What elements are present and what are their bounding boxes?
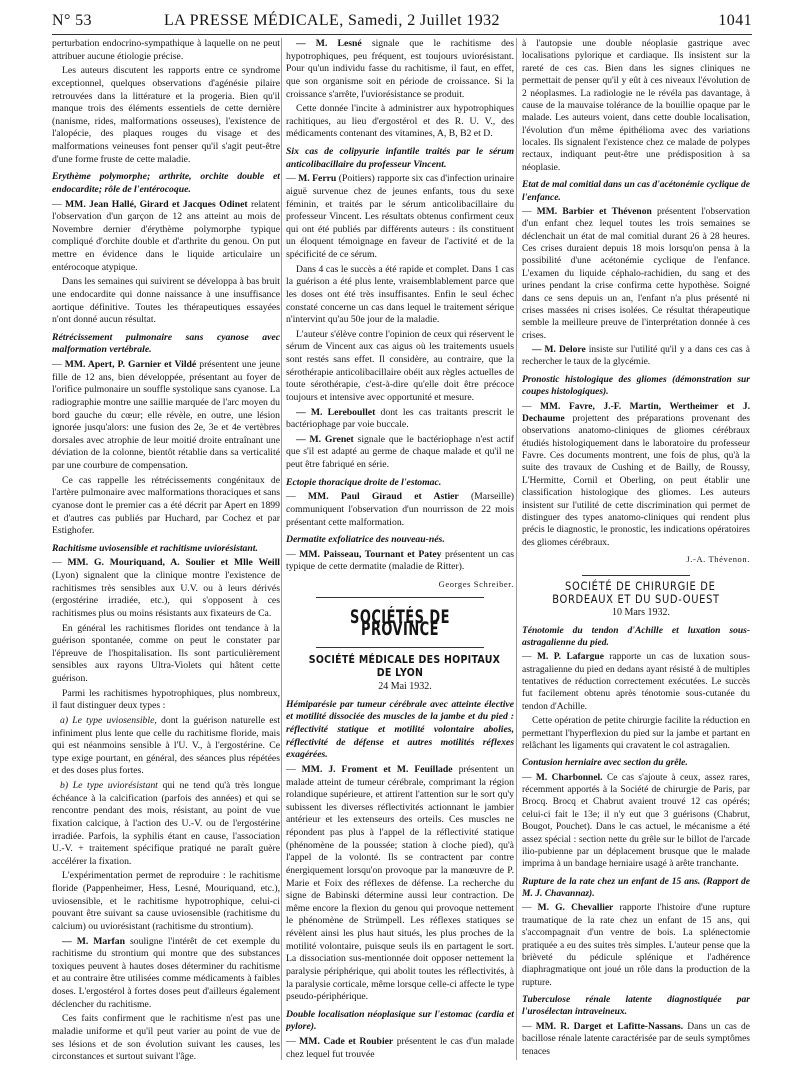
paragraph: à l'autopsie une double néoplasie gastrique avec localisations pylorique et cardiaque. Ils insistent sur la rareté de ces cas. Bien dans les signes cliniques ne permettait de penser qu'il y eût à ces niveaux l'évolution de 2 néoplasmes. La radiologie ne le révéla pas davantage, à cause de la mauvaise tolérance de la bouillie opaque par le malade. Les auteurs voient, dans cette double localisation, l'évolution d'un même épithélioma avec des variations locales. Ils signalent l'existence chez ce malade de polypes rectaux, indiquant peut-être une prédisposition à sa néoplasie. (522, 39, 750, 173)
column-divider (516, 38, 517, 1060)
authors: MM. Jean Hallé, Girard et Jacques Odinet (65, 198, 248, 210)
article-heading: Rupture de la rate chez un enfant de 15 ans. (Rapport de M. J. Chavannaz). (522, 876, 750, 899)
signature: Georges Schreiber. (438, 579, 514, 589)
section-rule (316, 647, 484, 648)
paragraph: — MM. Barbier et Thévenon présentent l'observation d'un enfant chez lequel toutes les trois semaines se déclenchait un état de mal comitial durant 26 à 28 heures. Ces crises duraient depuis 18 mois lorsqu'on pensa à la possibilité d'une acétonémie cyclique de l'enfance. L'examen du liquide céphalo-rachidien, du sang et des urines pendant la crise confirma cette hypothèse. Soigné dans ce sens depuis un an, l'enfant n'a plus présenté ni crises massées ni crises isolées. Ce résultat thérapeutique semble la meilleure preuve de l'interprétation donnée à ces crises. (522, 206, 750, 341)
article-heading: Six cas de colipyurie infantile traités par le sérum anticolibacillaire du professeur Vincent. (286, 146, 514, 170)
article-heading: Tuberculose rénale latente diagnostiquée par l'urosélectan intraveineux. (522, 995, 750, 1018)
paragraph: Parmi les rachitismes hypotrophiques, plus nombreux, il faut distinguer deux types : (52, 687, 280, 712)
paragraph: Ce cas rappelle les rétrécissements congénitaux de l'artère pulmonaire avec malformations thoraciques et sans cyanose dont le premier cas a été décrit par Apert en 1899 et d'autres cas publiés par Huchard, par Cochez et par Estighofer. (52, 474, 280, 537)
paragraph: — M. Charbonnel. Ce cas s'ajoute à ceux, assez rares, récemment apportés à la Société de chirurgie de Paris, par Brocq. Brocq et Chabrut avaient trouvé 12 cas opérés; celui-ci fait le 13e; il n'y eut que 3 guérisons (Chabrut, Bougot, Pouchet). Dans le cas actuel, le mécanisme a été assez spécial : section nette du grêle sur le billot de l'arcade ilio-pubienne par un déplacement brusque que le malade imprima à un bandage herniaire usagé à arête tranchante. (522, 772, 750, 870)
paragraph: Cette opération de petite chirurgie facilite la réduction en permettant l'hyperflexion du pied sur la jambe et partant en relâchant les ligaments qui cravatent le col astragalien. (522, 716, 750, 751)
paragraph: — M. P. Lafargue rapporte un cas de luxation sous-astragalienne du pied en dedans ayant résisté à de multiples tentatives de réduction correctement exécutées. Le succès fut facilement obtenu après ténotomie sous-cutanée du tendon d'Achille. (522, 652, 750, 712)
journal-title: LA PRESSE MÉDICALE, Samedi, 2 Juillet 1932 (164, 12, 500, 29)
article-heading: Double localisation néoplasique sur l'estomac (cardia et pylore). (286, 1008, 514, 1033)
column-divider (281, 38, 282, 1060)
society-title: SOCIÉTÉ DE CHIRURGIE DE BORDEAUX ET DU SUD-OUEST (552, 579, 720, 606)
meeting-date: 10 Mars 1932. (611, 607, 671, 619)
article-heading: Contusion herniaire avec section du grêle. (522, 758, 688, 769)
article-heading: Etat de mal comitial dans un cas d'acétonémie cyclique de l'enfance. (522, 180, 750, 203)
column-3 (522, 38, 750, 1060)
authors: — M. Lereboullet (296, 406, 376, 418)
section-rule (316, 597, 484, 598)
paragraph: — M. Marfan souligne l'intérêt de cet exemple du rachitisme du strontium qui montre que des substances toxiques peuvent à hautes doses déterminer du rachitisme et au contraire être utilisées comme médicaments à faibles doses. L'ergostérol à fortes doses peut d'ailleurs également déclencher du rachitisme. (52, 935, 280, 1010)
article-heading: Dermatite exfoliatrice des nouveau-nés. (286, 534, 445, 546)
paragraph: — M. G. Chevallier rapporte l'histoire d'une rupture traumatique de la rate chez un enfant de 15 ans, qui s'accompagnait d'un ventre de bois. La splénectomie pratiquée a eu des suites très simples. L'auteur pense que la brièveté du pédicule splénique et l'adhérence diaphragmatique ont joué un rôle dans la production de la rupture. (522, 903, 750, 988)
society-title: SOCIÉTÉ MÉDICALE DES HOPITAUX DE LYON (308, 653, 501, 679)
section-title: SOCIÉTÉS DE PROVINCE (349, 606, 451, 641)
authors: MM. Favre, J.-F. Martin, Wertheimer et J. Dechaume (522, 401, 750, 424)
paragraph: Cette donnée l'incite à administrer aux hypotrophiques rachitiques, au lieu d'ergostérol et des R. U. V., des médicaments contenant des vitamines, A, B, B2 et D. (286, 103, 514, 140)
paragraph: — MM. R. Darget et Lafitte-Nassans. Dans un cas de bacillose rénale latente caractérisée par de seuls symptômes tenaces (522, 1021, 750, 1057)
issue-number: N° 53 (52, 12, 92, 29)
paragraph: — MM. Cade et Roubier présentent le cas d'un malade chez lequel fut trouvée (286, 1036, 514, 1060)
authors: MM. J. Froment et M. Feuillade (301, 763, 453, 775)
paragraph: — M. Ferru (Poitiers) rapporte six cas d'infection urinaire aiguë survenue chez de jeunes enfants, tous du sexe féminin, et traités par le sérum anticolibacillaire du professeur Vincent. Les résultats obtenus confirment ceux qui ont été publiés par différents auteurs : ils constituent un éloquent témoignage en faveur de l'activité et de la spécificité de ce sérum. (286, 173, 514, 260)
article-heading: Pronostic histologique des gliomes (démonstration sur coupes histologiques). (522, 374, 750, 398)
authors: — M. Delore (532, 345, 586, 355)
paragraph: a) Le type uviosensible, dont la guérison naturelle est infiniment plus lente que celle du rachitisme floride, mais qui est néanmoins sensible à l'U. V., à l'ergostérine. Ce type exige pourtant, en général, des séances plus répétées et des doses plus fortes. (52, 714, 280, 777)
authors: MM. G. Mouriquand, A. Soulier et Mlle Weill (67, 557, 280, 569)
authors: MM. Barbier et Thévenon (536, 206, 652, 217)
authors: — M. Grenet (296, 433, 354, 445)
section-rule (582, 575, 690, 576)
article-heading: Ténotomie du tendon d'Achille et luxation sous-astragalienne du pied. (522, 625, 750, 648)
authors: M. P. Lafargue (536, 652, 604, 663)
authors: MM. Paisseau, Tournant et Patey (299, 548, 442, 560)
paragraph: Dans 4 cas le succès a été rapide et complet. Dans 1 cas la guérison a été plus lente, vraisemblablement parce que les doses ont été très insuffisantes. Enfin le seul échec constaté concerne un cas dans lequel le traitement sérique n'intervint qu'au 50e jour de la maladie. (286, 263, 514, 326)
authors: M. G. Chevallier (537, 903, 614, 914)
paragraph: — M. Lesné signale que le rachitisme des hypotrophiques, peu fréquent, est toujours uviorésistant. Pour qu'un individu fasse du rachitisme, il faut, en effet, que son organisme soit en période de croissance. Si la croissance s'arrête, l'uviorésistance se produit. (286, 38, 514, 100)
paragraph: — MM. J. Froment et M. Feuillade présentent un malade atteint de tumeur cérébrale, comprimant la région rolandique supérieure, et attirent l'attention sur le sort qu'y subissent les diverses réflectivités actionnant le jambier antérieur et les extenseurs des orteils. Ces muscles ne répondent pas plus à l'appel de la réflectivité statique (phénomène de la poussée; station à cloche pied), qu'à l'appel de la volonté. Ils se contractent par contre énergiquement lorsqu'on provoque par la manœuvre de P. Marie et Foix des réflexes de défense. La recherche du signe de Babinski détermine aussi leur contraction. De même encore la flexion du genou qui provoque nettement le phénomène de Strümpell. Les réflexes statiques se révèlent ainsi les plus haut situés, les plus proches de la motilité volontaire, puisque seuls ils en partagent le sort. La dissociation sus-mentionnée doit opposer nettement la paralysie périphérique, qui abolit toutes les réflectivités, à la paralysie corticale, même lorsque celle-ci affecte le type pseudo-périphérique. (286, 763, 514, 1003)
paragraph: Dans les semaines qui suivirent se développa à bas bruit une endocardite qui donne naissance à une insuffisance aortique définitive. Toutes les thérapeutiques essayées n'ont donné aucun résultat. (52, 276, 280, 326)
article-heading: Ectopie thoracique droite de l'estomac. (286, 476, 442, 488)
authors: MM. Apert, P. Garnier et Vildé (64, 359, 197, 370)
article-heading: Erythème polymorphe; arthrite, orchite double et endocardite; rôle de l'entérocoque. (52, 171, 280, 195)
authors: MM. Paul Giraud et Astier (307, 491, 459, 503)
paragraph: En général les rachitismes florides ont tendance à la guérison spontanée, comme on peut le constater par l'épreuve de l'hospitalisation. Ils sont particulièrement sensibles aux rayons Ultra-Violets qui hâtent cette guérison. (52, 622, 280, 684)
paragraph: — MM. Favre, J.-F. Martin, Wertheimer et J. Dechaume projettent des préparations provenant des observations anatomo-cliniques de gliomes cérébraux étudiés histologiquement dans le laboratoire du professeur Favre. Ces documents montrent, une fois de plus, qu'à la suite des travaux de Cushing et de Bailly, de Roussy, L'Hermitte, Cornil et Oberling, on peut établir une classification histologique des gliomes. Les auteurs insistent sur l'utilité de cette discrimination qui permet de distinguer des types anatomo-cliniques qui rendent plus précis le diagnostic, le pronostic, les indications opératoires des gliomes cérébraux. (522, 401, 750, 548)
paragraph: perturbation endocrino-sympathique à laquelle on ne peut attribuer aucune étiologie précise. (52, 38, 280, 62)
paragraph: — MM. Paisseau, Tournant et Patey présentent un cas typique de cette dermatite (maladie de Ritter). (286, 548, 514, 573)
authors: — M. Marfan (62, 935, 126, 947)
column-2 (286, 38, 514, 1063)
paragraph: Les auteurs discutent les rapports entre ce syndrome exceptionnel, quelques observations d'agénésie pilaire retrouvées dans la littérature et la progeria. Bien qu'il manque trois des éléments essentiels de cette dernière (nanisme, rides, malformations osseuses), l'existence de l'alopécie, des plaques rouges du visage et des malformations veineuses font penser qu'il s'agit peut-être d'une forme fruste de cette maladie. (52, 65, 280, 165)
article-heading: Hémiparésie par tumeur cérébrale avec atteinte élective et motilité dissociée des muscles de la jambe et du pied : réflectivité statique et motilité volontaire abolies, réflectivité de défense et autres motilités réflexes exagérées. (286, 698, 514, 761)
article-heading: Rétrécissement pulmonaire sans cyanose avec malformation vertébrale. (52, 331, 280, 356)
page-number: 1041 (718, 12, 752, 29)
paragraph: — M. Delore insiste sur l'utilité qu'il y a dans ces cas à rechercher le taux de la glycémie. (522, 345, 750, 368)
authors: M. Ferru (298, 173, 337, 185)
paragraph: — MM. Paul Giraud et Astier (Marseille) communiquent l'observation d'un nourrisson de 22 mois présentant cette malformation. (286, 491, 514, 528)
paragraph: Ces faits confirment que le rachitisme n'est pas une maladie uniforme et qu'il peut varier au point de vue de ses lésions et de son évolution suivant les causes, les circonstances et surtout suivant l'âge. (52, 1013, 280, 1063)
paragraph: — MM. Apert, P. Garnier et Vildé présentent une jeune fille de 12 ans, bien développée, présentant au foyer de l'orifice pulmonaire un souffle systolique sans cyanose. La radiographie montre une saillie marquée de l'arc moyen du bord gauche du cœur; elle révèle, en outre, une lésion ignorée jusqu'alors: une fusion des 2e, 3e et 4e vertèbres dorsales avec atrophie de leur moitié droite entraînant une déviation de la colonne, bientôt rétablie dans sa verticalité par une courbure de compensation. (52, 359, 280, 471)
authors: MM. R. Darget et Lafitte-Nassans. (535, 1021, 684, 1032)
header-rule (52, 34, 752, 35)
meeting-date: 24 Mai 1932. (378, 681, 432, 693)
paragraph: — MM. Jean Hallé, Girard et Jacques Odinet relatent l'observation d'un garçon de 12 ans atteint au mois de Novembre dernier d'érythème polymorphe typique compliqué d'orchite double et d'arthrite du genou. On put mettre en évidence dans le liquide articulaire un entérocoque atypique. (52, 198, 280, 273)
paragraph: — MM. G. Mouriquand, A. Soulier et Mlle Weill (Lyon) signalent que la clinique montre l'existence de rachitismes très sensibles aux U.V. ou à leurs dérivés (ergostérine irradiée, etc.), qui s'opposent à ces rachitismes plus ou moins résistants aux fixateurs de Ca. (52, 557, 280, 619)
paragraph: b) Le type uviorésistant qui ne tend qu'à très longue échéance à la calcification (parfois des années) et qui se rencontre pendant des mois, résistant, au point de vue fixation calcique, à l'action des U.-V. ou de l'ergostérine irradiée. Parfois, la syphilis étant en cause, l'association U.-V. + traitement spécifique pratiqué ne paraît guère accélérer la fixation. (52, 780, 280, 867)
authors: — M. Lesné (296, 38, 362, 49)
paragraph: L'auteur s'élève contre l'opinion de ceux qui réservent le sérum de Vincent aux cas aigus où les traitements usuels sont restés sans effet. Il considère, au contraire, que la sérothérapie anticolibacillaire obéit aux règles actuelles de toute sérothérapie, c'est-à-dire qu'elle doit être précoce toujours et intensive avec opportunité et mesure. (286, 328, 514, 403)
page-header (52, 10, 752, 34)
paragraph: L'expérimentation permet de reproduire : le rachitisme floride (Pappenheimer, Hess, Lesné, Mouriquand, etc.), uviosensible, et le rachitisme hypotrophique, celui-ci pouvant être suivant sa cause uviosensible (rachitisme du calcium) ou uviorésistant (rachitisme du strontium). (52, 870, 280, 932)
column-1 (52, 38, 280, 1066)
authors: MM. Cade et Roubier (299, 1036, 394, 1047)
paragraph: — M. Lereboullet dont les cas traitants prescrit le bactériophage par voie buccale. (286, 406, 514, 431)
article-heading: Rachitisme uviosensible et rachitisme uviorésistant. (52, 542, 258, 554)
authors: M. Charbonnel. (535, 772, 603, 783)
signature: J.-A. Thévenon. (686, 554, 750, 564)
paragraph: — M. Grenet signale que le bactériophage n'est actif que s'il est adapté au germe de chaque malade et qu'il ne peut être fabriqué en série. (286, 433, 514, 470)
